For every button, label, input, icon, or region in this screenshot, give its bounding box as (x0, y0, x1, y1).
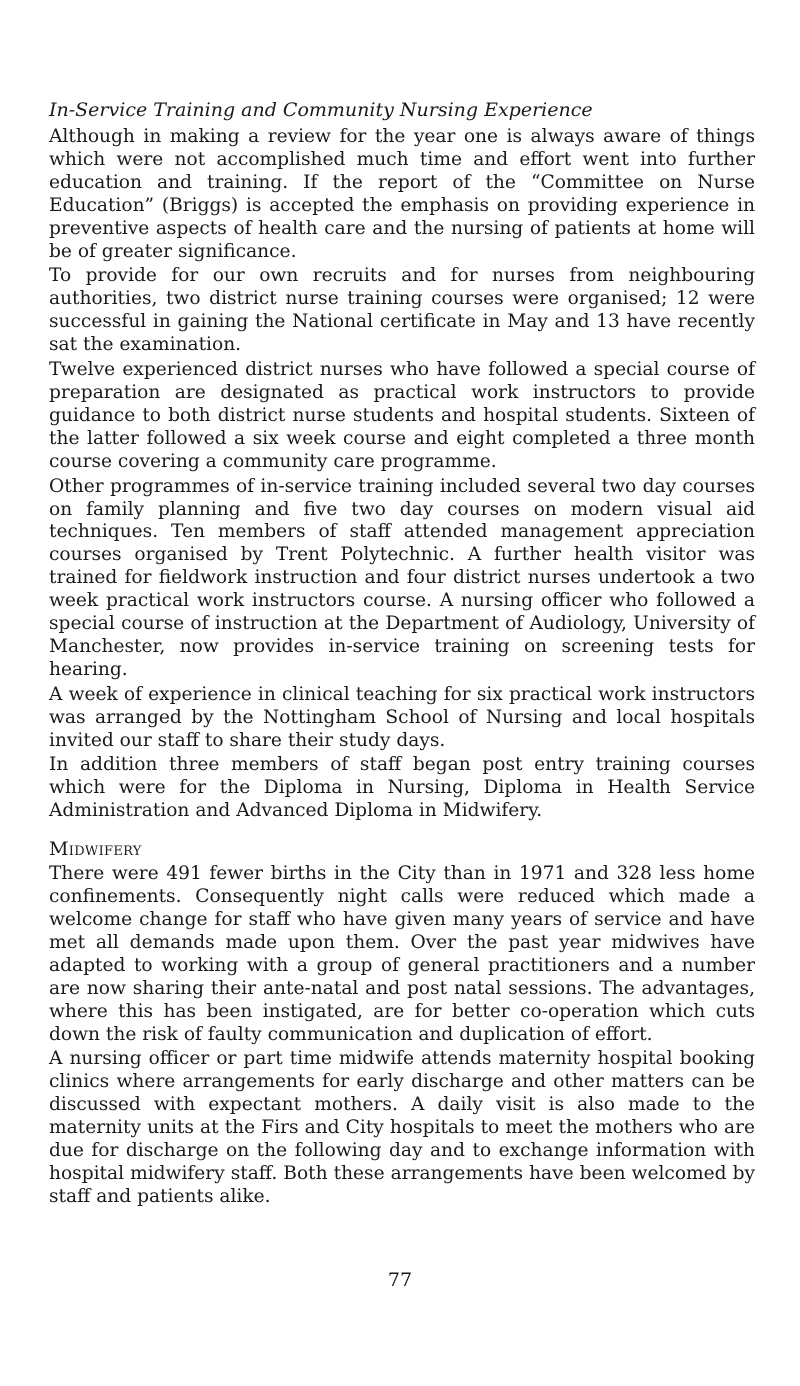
paragraph: To provide for our own recruits and for nurses from neighbouring authorities, two district nurse training courses were organised; 12 were successful in gaining the National certificate in May and 13 have recently sat the examination. (49, 265, 755, 356)
paragraph: In addition three members of staff began post entry training courses which were for the Diploma in Nursing, Diploma in Health Service Administration and Advanced Diploma in Midwifery. (49, 754, 755, 822)
section-heading-in-service-training: In-Service Training and Community Nursing Experience (49, 99, 593, 121)
paragraph: There were 491 fewer births in the City than in 1971 and 328 less home confinements. Consequently night calls were reduced which made a welcome change for staff who have given many years of service and have met all demands made upon them. Over the past year midwives have adapted to working with a group of general practitioners and a number are now sharing their ante-natal and post natal sessions. The advantages, where this has been instigated, are for better co-operation which cuts down the risk of faulty communication and duplication of effort. (49, 863, 755, 1045)
paragraph: Other programmes of in-service training included several two day courses on family planning and five two day courses on modern visual aid techniques. Ten members of staff attended management appreciation courses organised by Trent Polytechnic. A further health visitor was trained for fieldwork instruction and four district nurses undertook a two week practical work instructors course. A nursing officer who followed a special course of instruction at the Department of Audiology, University of Manchester, now provides in-service training on screening tests for hearing. (49, 475, 755, 680)
paragraph: A nursing officer or part time midwife attends maternity hospital booking clinics where arrangements for early discharge and other matters can be discussed with expectant mothers. A daily visit is also made to the maternity units at the Firs and City hospitals to meet the mothers who are due for discharge on the following day and to exchange information with hospital midwifery staff. Both these arrangements have been welcomed by staff and patients alike. (49, 1048, 755, 1207)
paragraph: Although in making a review for the year one is always aware of things which were not accomplished much time and effort went into further education and training. If the report of the “Committee on Nurse Education” (Briggs) is accepted the emphasis on providing experience in preventive aspects of health care and the nursing of patients at home will be of greater significance. (49, 126, 755, 262)
paragraph: Twelve experienced district nurses who have followed a special course of preparation are designated as practical work instructors to provide guidance to both district nurse students and hospital students. Sixteen of the latter followed a six week course and eight completed a three month course covering a community care programme. (49, 359, 755, 472)
section-heading-midwifery: Midwifery (49, 838, 142, 861)
document-page (49, 98, 755, 1211)
paragraph: A week of experience in clinical teaching for six practical work instructors was arranged by the Nottingham School of Nursing and local hospitals invited our staff to share their study days. (49, 683, 755, 751)
page-number: 77 (387, 1269, 413, 1291)
